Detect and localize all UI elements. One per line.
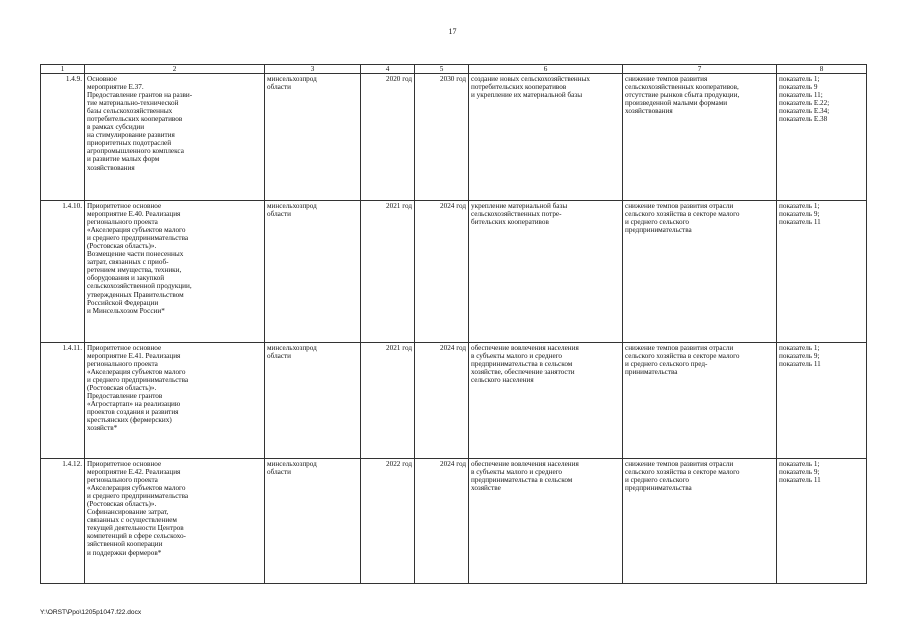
table-row [41,201,867,343]
table-row [41,459,867,584]
activity-cell: Приоритетное основное мероприятие Е.41. Реализация регионального проекта «Акселерация субъектов малого и среднего предпринимательства (Ростовская область)». Предоставление грантов «Агростартап» на реализацию проектов создания и развития крестьянских (фермерских) хозяйств* [85,343,265,459]
consequences-cell: снижение темпов развития сельскохозяйственных кооперативов, отсутствие рынков сбыта продукции, произведенной малыми формами хозяйствования [623,74,777,201]
indicators-cell: показатель 1; показатель 9 показатель 11; показатель Е.22; показатель Е.34; показатель Е.38 [777,74,867,201]
end-year-cell: 2030 год [415,74,469,201]
consequences-cell: снижение темпов развития отрасли сельского хозяйства в секторе малого и среднего сельского пред- принимательства [623,343,777,459]
executor-cell: минсельхозпрод области [265,459,361,584]
result-cell: создание новых сельскохозяйственных потребительских кооперативов и укрепление их материальной базы [469,74,623,201]
column-header: 8 [777,65,867,74]
result-cell: обеспечение вовлечения населения в субъекты малого и среднего предпринимательства в сельском хозяйстве, обеспечение занятости сельского населения [469,343,623,459]
row-number: 1.4.9. [41,74,85,201]
end-year-cell: 2024 год [415,343,469,459]
row-number: 1.4.12. [41,459,85,584]
result-cell: обеспечение вовлечения населения в субъекты малого и среднего предпринимательства в сельском хозяйстве [469,459,623,584]
column-header: 5 [415,65,469,74]
row-number: 1.4.10. [41,201,85,343]
column-header: 3 [265,65,361,74]
executor-cell: минсельхозпрод области [265,201,361,343]
activities-table [40,64,867,584]
column-header: 4 [361,65,415,74]
column-header: 2 [85,65,265,74]
page-number: 17 [448,27,457,36]
activity-cell: Приоритетное основное мероприятие Е.40. Реализация регионального проекта «Акселерация субъектов малого и среднего предпринимательства (Ростовская область)». Возмещение части понесенных затрат, связанных с приоб- ретением имущества, техники, оборудования и закупкой сельскохозяйственной продукции, утвержденных Правительством Российской Федерации и Минсельхозом России* [85,201,265,343]
indicators-cell: показатель 1; показатель 9; показатель 11 [777,459,867,584]
indicators-cell: показатель 1; показатель 9; показатель 11 [777,343,867,459]
result-cell: укрепление материальной базы сельскохозяйственных потре- бительских кооперативов [469,201,623,343]
start-year-cell: 2022 год [361,459,415,584]
indicators-cell: показатель 1; показатель 9; показатель 11 [777,201,867,343]
executor-cell: минсельхозпрод области [265,74,361,201]
column-header: 6 [469,65,623,74]
table-row [41,74,867,201]
start-year-cell: 2020 год [361,74,415,201]
end-year-cell: 2024 год [415,201,469,343]
table-row [41,343,867,459]
footer-file-path: Y:\ORST\Ppo\1205p1047.f22.docx [40,609,142,616]
column-header: 1 [41,65,85,74]
end-year-cell: 2024 год [415,459,469,584]
executor-cell: минсельхозпрод области [265,343,361,459]
start-year-cell: 2021 год [361,343,415,459]
consequences-cell: снижение темпов развития отрасли сельского хозяйства в секторе малого и среднего сельского предпринимательства [623,459,777,584]
start-year-cell: 2021 год [361,201,415,343]
consequences-cell: снижение темпов развития отрасли сельского хозяйства в секторе малого и среднего сельского предпринимательства [623,201,777,343]
activity-cell: Приоритетное основное мероприятие Е.42. Реализация регионального проекта «Акселерация субъектов малого и среднего предпринимательства (Ростовская область)». Софинансирование затрат, связанных с осуществлением текущей деятельности Центров компетенций в сфере сельскохо- зяйственной кооперации и поддержки фермеров* [85,459,265,584]
row-number: 1.4.11. [41,343,85,459]
column-header: 7 [623,65,777,74]
header-row [41,65,867,74]
activity-cell: Основное мероприятие Е.37. Предоставление грантов на разви- тие материально-технической базы сельскохозяйственных потребительских кооперативов в рамках субсидии на стимулирование развития приоритетных подотраслей агропромышленного комплекса и развитие малых форм хозяйствования [85,74,265,201]
